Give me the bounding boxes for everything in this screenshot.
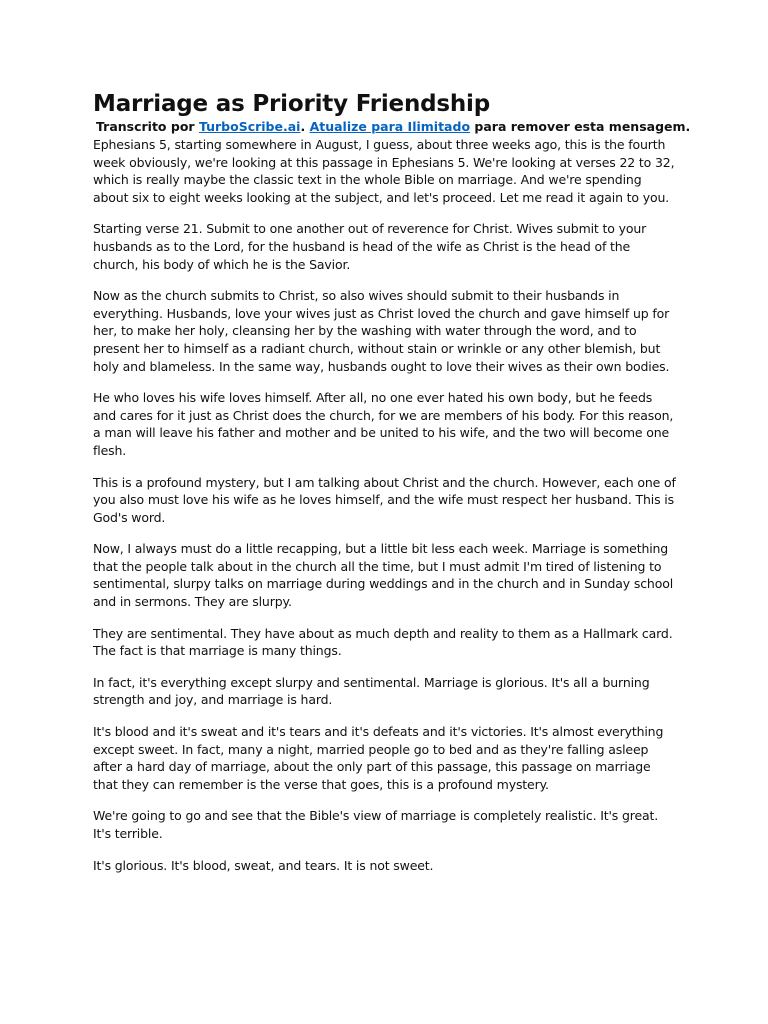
paragraph: Now, I always must do a little recapping, but a little bit less each week. Marriage is something that the people talk about in the church all the time, but I must admit I'm tired of listening to sentimental, slurpy talks on marriage during weddings and in the church and in Sunday school and in sermons. They are slurpy. <box>93 541 674 610</box>
paragraph: It's glorious. It's blood, sweat, and tears. It is not sweet. <box>93 857 434 873</box>
paragraph: Ephesians 5, starting somewhere in August, I guess, about three weeks ago, this is the fourth week obviously, we're looking at this passage in Ephesians 5. We're looking at verses 22 to 32, which is really maybe the classic text in the whole Bible on marriage. And we're spending about six to eight weeks looking at the subject, and let's proceed. Let me read it again to you. <box>93 137 675 205</box>
paragraph: They are sentimental. They have about as much depth and reality to them as a Hallmark card. The fact is that marriage is many things. <box>93 625 673 659</box>
paragraph: It's blood and it's sweat and it's tears and it's defeats and it's victories. It's almost everything except sweet. In fact, many a night, married people go to bed and as they're falling asleep after a hard day of marriage, about the only part of this passage, this passage on marriage that they can remember is the verse that goes, this is a profound mystery. <box>93 724 664 792</box>
paragraph: Starting verse 21. Submit to one another out of reverence for Christ. Wives submit to your husbands as to the Lord, for the husband is head of the wife as Christ is the head of the church, his body of which he is the Savior. <box>93 221 647 272</box>
turboscribe-link[interactable]: TurboScribe.ai <box>198 119 301 134</box>
paragraph: This is a profound mystery, but I am talking about Christ and the church. However, each one of you also must love his wife as he loves himself, and the wife must respect her husband. This is God's word. <box>93 474 676 525</box>
paragraph: He who loves his wife loves himself. After all, no one ever hated his own body, but he feeds and cares for it just as Christ does the church, for we are members of his body. For this reason, a man will leave his father and mother and be united to his wife, and the two will become one flesh. <box>93 390 674 458</box>
paragraph: We're going to go and see that the Bible's view of marriage is completely realistic. It's great. It's terrible. <box>93 808 659 841</box>
document-title: Marriage as Priority Friendship <box>93 91 491 117</box>
paragraph: In fact, it's everything except slurpy and sentimental. Marriage is glorious. It's all a burning strength and joy, and marriage is hard. <box>93 674 650 708</box>
transcription-notice <box>96 118 691 136</box>
notice-separator: . <box>300 119 306 134</box>
upgrade-link[interactable]: Atualize para Ilimitado <box>309 119 471 134</box>
notice-suffix: para remover esta mensagem. <box>474 119 691 134</box>
notice-prefix: Transcrito por <box>96 119 195 134</box>
paragraph: Now as the church submits to Christ, so also wives should submit to their husbands in everything. Husbands, love your wives just as Christ loved the church and gave himself up for her, to make her holy, cleansing her by the washing with water through the word, and to present her to himself as a radiant church, without stain or wrinkle or any other blemish, but holy and blameless. In the same way, husbands ought to love their wives as their own bodies. <box>93 288 670 374</box>
